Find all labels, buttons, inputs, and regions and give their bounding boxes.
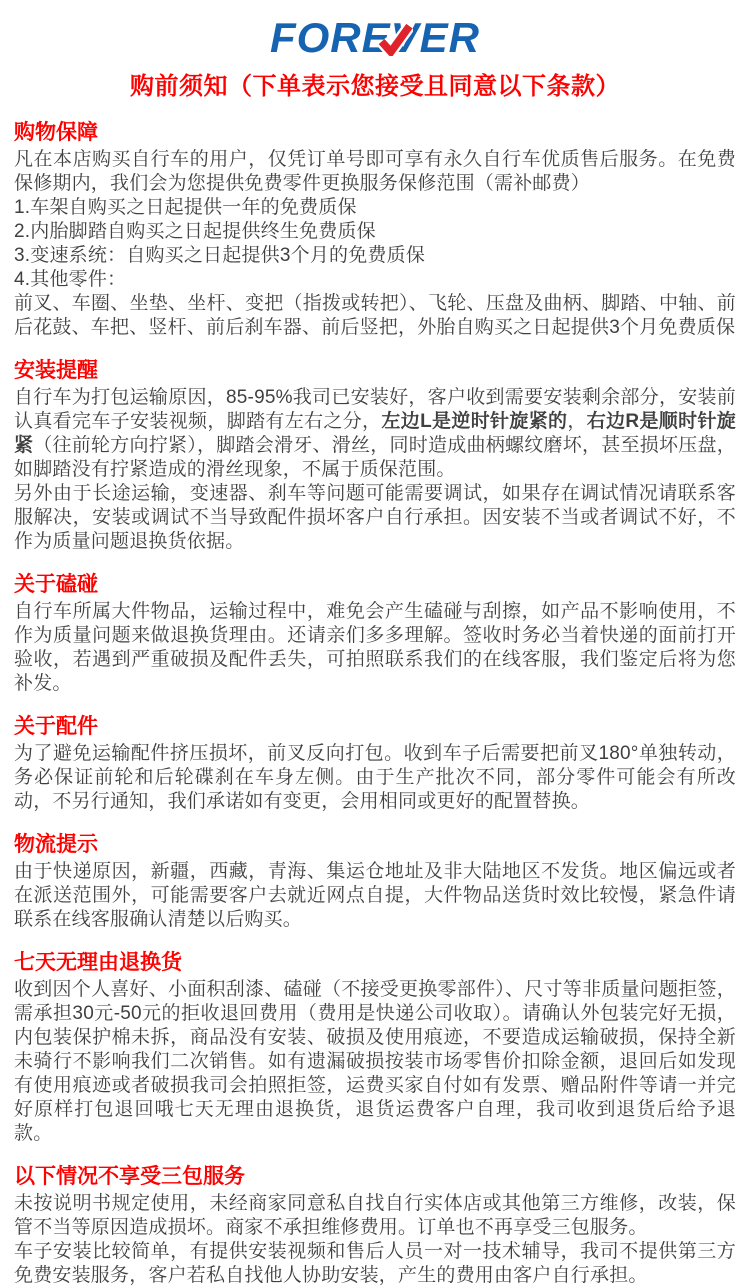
paragraph <box>14 386 736 482</box>
text-segment-bold: 左边L是逆时针旋紧的 <box>381 411 568 432</box>
section-about-parts <box>14 714 736 814</box>
paragraph: 由于快递原因，新疆，西藏，青海、集运仓地址及非大陆地区不发货。地区偏远或者在派送范围外，可能需要客户去就近网点自提，大件物品送货时效比较慢，紧急件请联系在线客服确认清楚以后购买。 <box>14 861 736 930</box>
paragraph: 另外由于长途运输，变速器、刹车等问题可能需要调试，如果存在调试情况请联系客服解决，安装或调试不当导致配件损坏客户自行承担。因安装不当或者调试不好，不作为质量问题退换货依据。 <box>14 483 736 552</box>
logo-text-v: V <box>390 14 420 61</box>
page-title: 购前须知（下单表示您接受且同意以下条款） <box>130 73 620 100</box>
list-item: 3.变速系统：自购买之日起提供3个月的免费质保 <box>14 245 426 266</box>
text-segment-bold: 右边R是顺时针旋紧 <box>14 411 737 456</box>
list-item: 1.车架自购买之日起提供一年的免费质保 <box>14 197 357 218</box>
section-heading: 七天无理由退换货 <box>14 951 182 974</box>
section-heading: 以下情况不享受三包服务 <box>14 1165 245 1188</box>
section-heading: 购物保障 <box>14 121 98 144</box>
forever-logo <box>14 14 736 64</box>
section-heading: 物流提示 <box>14 833 98 856</box>
checkmark-icon <box>377 23 413 56</box>
text-segment: （往前轮方向拧紧），脚踏会滑牙、滑丝，同时造成曲柄螺纹磨坏，甚至损坏压盘，如脚踏没有拧紧造成的滑丝现象，不属于质保范围。 <box>14 435 737 480</box>
paragraph: 为了避免运输配件挤压损坏，前叉反向打包。收到车子后需要把前叉180°单独转动，务必保证前轮和后轮碟刹在车身左侧。由于生产批次不同，部分零件可能会有所改动，不另行通知，我们承诺如有变更，会用相同或更好的配置替换。 <box>14 743 736 812</box>
paragraph: 自行车所属大件物品，运输过程中，难免会产生磕碰与刮擦，如产品不影响使用，不作为质量问题来做退换货理由。还请亲们多多理解。签收时务必当着快递的面前打开验收，若遇到严重破损及配件丢失，可拍照联系我们的在线客服，我们鉴定后将为您补发。 <box>14 601 736 694</box>
section-purchase-guarantee <box>14 120 736 340</box>
section-heading: 安装提醒 <box>14 359 98 382</box>
logo-text-fore: FORE <box>269 14 391 61</box>
paragraph: 未按说明书规定使用，未经商家同意私自找自行实体店或其他第三方维修，改装，保管不当等原因造成损坏。商家不承担维修费用。订单也不再享受三包服务。 <box>14 1193 736 1238</box>
logo-text-er: ER <box>419 14 481 61</box>
text-segment: ， <box>567 411 587 432</box>
paragraph: 车子安装比较简单，有提供安装视频和售后人员一对一技术辅导，我司不提供第三方免费安装服务，客户若私自找他人协助安装，产生的费用由客户自行承担。 <box>14 1241 736 1286</box>
paragraph: 凡在本店购买自行车的用户，仅凭订单号即可享有永久自行车优质售后服务。在免费保修期内，我们会为您提供免费零件更换服务保修范围（需补邮费） <box>14 149 736 194</box>
section-7day-return <box>14 950 736 1146</box>
list-item: 4.其他零件： <box>14 269 127 290</box>
section-heading: 关于磕碰 <box>14 573 98 596</box>
section-no-warranty-cases <box>14 1164 736 1288</box>
logo-v-with-check <box>391 14 420 62</box>
paragraph: 前叉、车圈、坐垫、坐杆、变把（指拨或转把）、飞轮、压盘及曲柄、脚踏、中轴、前后花鼓、车把、竖杆、前后刹车器、前后竖把，外胎自购买之日起提供3个月免费质保 <box>14 293 736 338</box>
section-about-bumps <box>14 572 736 696</box>
list-item: 2.内胎脚踏自购买之日起提供终生免费质保 <box>14 221 376 242</box>
section-logistics-notice <box>14 832 736 932</box>
text-segment: 自行车为打包运输原因，85-95%我司已安装好，客户收到需要安装剩余部分，安装前认真看完车子安装视频，脚踏有左右之分， <box>14 387 736 432</box>
section-heading: 关于配件 <box>14 715 98 738</box>
paragraph: 收到因个人喜好、小面积刮漆、磕碰（不接受更换零部件）、尺寸等非质量问题拒签，需承担30元-50元的拒收退回费用（费用是快递公司收取）。请确认外包装完好无损，内包装保护棉未拆，商品没有安装、破损及使用痕迹，不要造成运输破损，保持全新未骑行不影响我们二次销售。如有遗漏破损按装市场零售价扣除金额，退回后如发现有使用痕迹或者破损我司会拍照拒签，运费买家自付如有发票、赠品附件等请一并完好原样打包退回哦七天无理由退换货，退货运费客户自理，我司收到退货后给予退款。 <box>14 979 736 1144</box>
section-install-reminder <box>14 358 736 554</box>
